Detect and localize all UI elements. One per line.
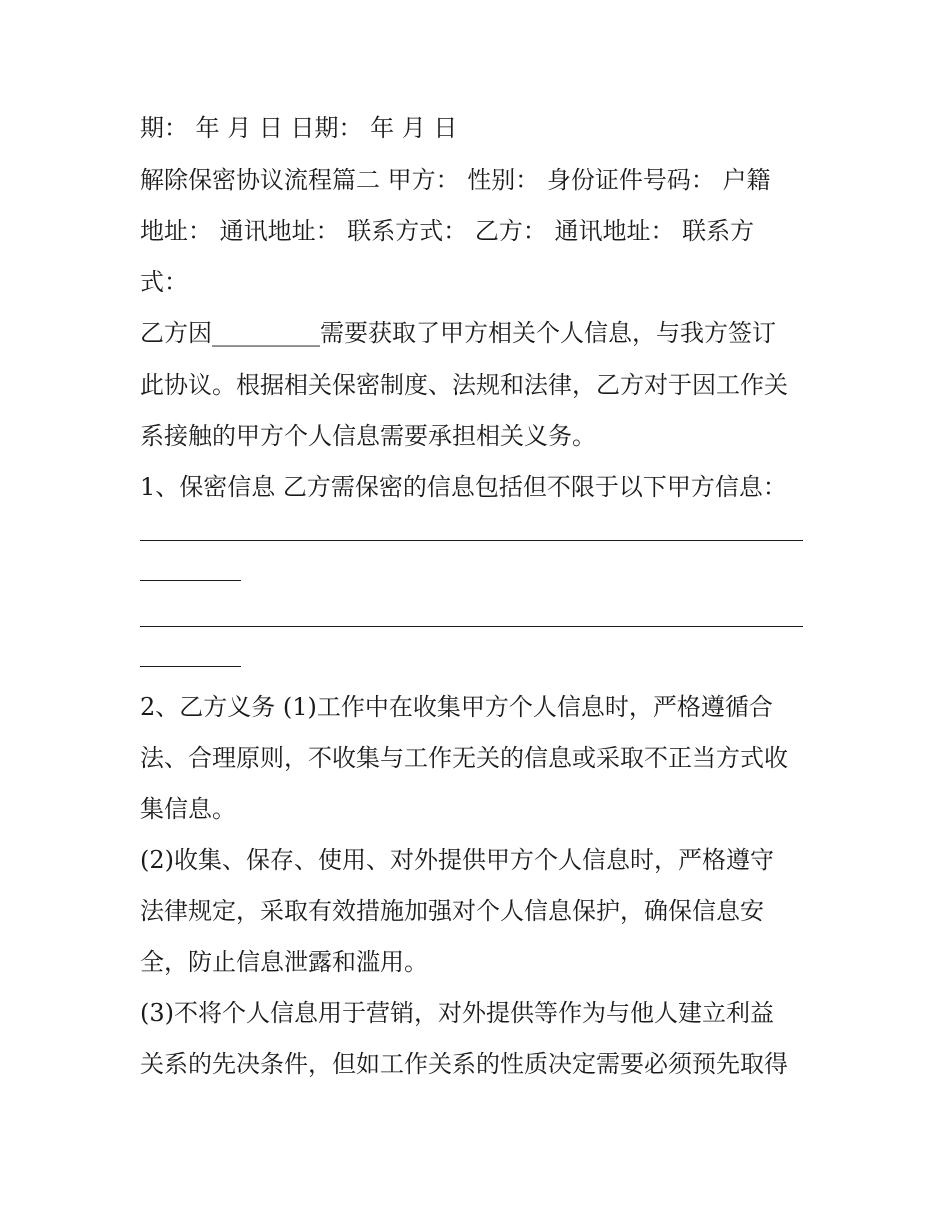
text-line-addresses: 地址： 通讯地址： 联系方式： 乙方： 通讯地址： 联系方 — [140, 217, 755, 245]
text-line-item-2-cont: 法律规定，采取有效措施加强对个人信息保护，确保信息安 — [140, 897, 764, 925]
fill-in-blank-line — [140, 580, 241, 581]
text-line-section-2-end: 集信息。 — [140, 795, 236, 823]
text-line-item-3: (3)不将个人信息用于营销，对外提供等作为与他人建立利益 — [140, 999, 774, 1027]
text-line-item-2-end: 全，防止信息泄露和滥用。 — [140, 948, 428, 976]
text-line-section-2-cont: 法、合理原则，不收集与工作无关的信息或采取不正当方式收 — [140, 744, 788, 772]
text-line-item-3-cont: 关系的先决条件，但如工作关系的性质决定需要必须预先取得 — [140, 1050, 788, 1078]
text-line-agreement: 此协议。根据相关保密制度、法规和法律，乙方对于因工作关 — [140, 371, 788, 399]
text-line-date: 期： 年 月 日 日期： 年 月 日 — [140, 114, 458, 142]
text-line-section-1: 1、保密信息 乙方需保密的信息包括但不限于以下甲方信息： — [140, 473, 787, 501]
text-line-item-2: (2)收集、保存、使用、对外提供甲方个人信息时，严格遵守 — [140, 846, 774, 874]
fill-in-blank-line — [140, 540, 803, 541]
text-line-obligation: 系接触的甲方个人信息需要承担相关义务。 — [140, 422, 596, 450]
text-line-title-party-a: 解除保密协议流程篇二 甲方： 性别： 身份证件号码： 户籍 — [140, 166, 771, 194]
text-line-contact-end: 式： — [140, 268, 188, 296]
text-line-reason: 乙方因_________需要获取了甲方相关个人信息，与我方签订 — [140, 319, 776, 347]
fill-in-blank-line — [140, 626, 803, 627]
text-line-section-2: 2、乙方义务 (1)工作中在收集甲方个人信息时，严格遵循合 — [140, 693, 773, 721]
fill-in-blank-line — [140, 666, 241, 667]
